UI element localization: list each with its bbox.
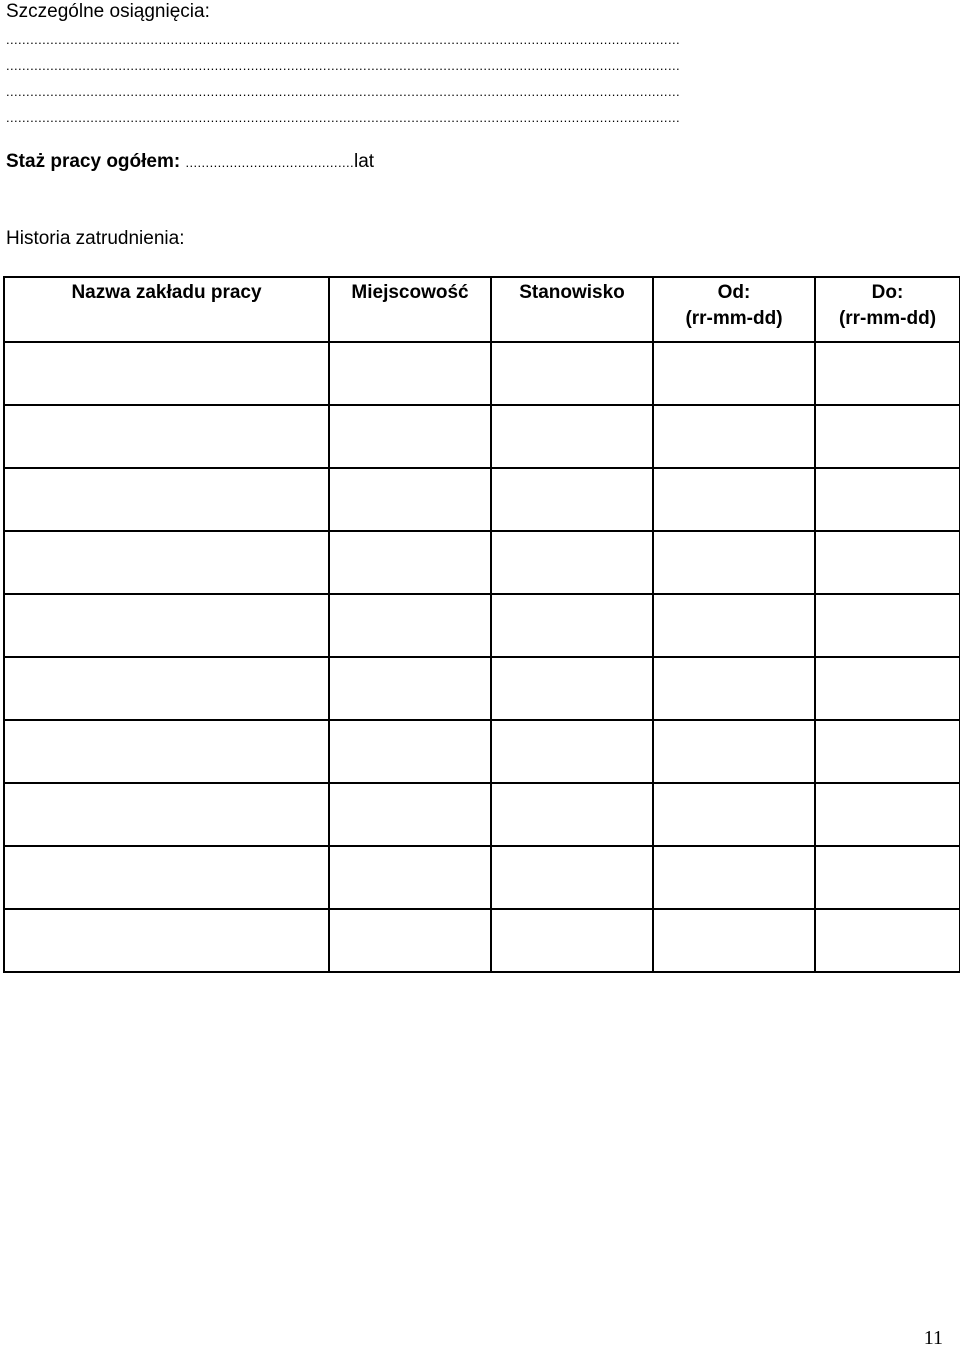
col-header-from-format: (rr-mm-dd)	[685, 308, 783, 329]
col-header-to-format: (rr-mm-dd)	[838, 308, 937, 329]
table-cell[interactable]	[4, 783, 329, 846]
achievements-line-3[interactable]: ........................................................................................................................................................................	[6, 84, 680, 99]
table-cell[interactable]	[4, 909, 329, 972]
seniority-unit: lat	[354, 151, 375, 172]
table-cell[interactable]	[815, 720, 960, 783]
table-row	[4, 405, 960, 468]
table-row	[4, 594, 960, 657]
table-cell[interactable]	[653, 783, 815, 846]
achievements-line-2[interactable]: ........................................................................................................................................................................	[6, 58, 680, 73]
table-cell[interactable]	[329, 531, 491, 594]
table-cell[interactable]	[329, 657, 491, 720]
table-cell[interactable]	[4, 720, 329, 783]
table-cell[interactable]	[653, 594, 815, 657]
achievements-label: Szczególne osiągnięcia:	[6, 1, 210, 22]
table-cell[interactable]	[4, 468, 329, 531]
col-header-location-text: Miejscowość	[351, 282, 469, 303]
table-row	[4, 657, 960, 720]
table-cell[interactable]	[491, 342, 653, 405]
table-row	[4, 909, 960, 972]
table-cell[interactable]	[815, 468, 960, 531]
table-cell[interactable]	[4, 405, 329, 468]
table-cell[interactable]	[329, 720, 491, 783]
table-cell[interactable]	[491, 720, 653, 783]
table-cell[interactable]	[4, 657, 329, 720]
col-header-location	[329, 277, 491, 342]
table-cell[interactable]	[329, 909, 491, 972]
table-cell[interactable]	[815, 657, 960, 720]
col-header-position-text: Stanowisko	[519, 282, 625, 303]
table-cell[interactable]	[653, 405, 815, 468]
table-cell[interactable]	[491, 531, 653, 594]
table-cell[interactable]	[653, 846, 815, 909]
table-cell[interactable]	[815, 846, 960, 909]
table-cell[interactable]	[329, 405, 491, 468]
table-cell[interactable]	[653, 342, 815, 405]
col-header-to	[815, 277, 960, 342]
table-header-row	[4, 277, 960, 342]
table-cell[interactable]	[815, 342, 960, 405]
col-header-to-text: Do:	[871, 282, 904, 303]
table-cell[interactable]	[491, 405, 653, 468]
table-row	[4, 720, 960, 783]
table-cell[interactable]	[329, 468, 491, 531]
table-cell[interactable]	[491, 657, 653, 720]
col-header-position	[491, 277, 653, 342]
table-row	[4, 342, 960, 405]
table-cell[interactable]	[653, 720, 815, 783]
employment-history-table	[3, 276, 960, 973]
col-header-employer-text: Nazwa zakładu pracy	[71, 282, 262, 303]
table-cell[interactable]	[4, 531, 329, 594]
table-cell[interactable]	[491, 594, 653, 657]
table-cell[interactable]	[653, 468, 815, 531]
table-cell[interactable]	[491, 783, 653, 846]
table-cell[interactable]	[653, 909, 815, 972]
table-cell[interactable]	[815, 594, 960, 657]
table-cell[interactable]	[329, 594, 491, 657]
seniority-blank[interactable]: ..........................................	[185, 155, 354, 170]
table-cell[interactable]	[491, 846, 653, 909]
history-label: Historia zatrudnienia:	[6, 228, 185, 249]
table-row	[4, 783, 960, 846]
table-cell[interactable]	[653, 657, 815, 720]
col-header-from-text: Od:	[717, 282, 751, 303]
table-cell[interactable]	[815, 783, 960, 846]
achievements-line-4[interactable]: ........................................................................................................................................................................	[6, 110, 680, 125]
table-cell[interactable]	[4, 846, 329, 909]
seniority-row	[6, 151, 374, 173]
achievements-line-1[interactable]: ........................................................................................................................................................................	[6, 32, 680, 47]
table-cell[interactable]	[329, 342, 491, 405]
seniority-label: Staż pracy ogółem:	[6, 151, 181, 172]
table-cell[interactable]	[815, 405, 960, 468]
table-cell[interactable]	[491, 468, 653, 531]
table-cell[interactable]	[815, 909, 960, 972]
table-row	[4, 468, 960, 531]
table-cell[interactable]	[329, 846, 491, 909]
table-cell[interactable]	[653, 531, 815, 594]
col-header-employer	[4, 277, 329, 342]
col-header-from	[653, 277, 815, 342]
table-row	[4, 531, 960, 594]
table-cell[interactable]	[815, 531, 960, 594]
table-cell[interactable]	[4, 342, 329, 405]
table-cell[interactable]	[329, 783, 491, 846]
table-cell[interactable]	[491, 909, 653, 972]
table-cell[interactable]	[4, 594, 329, 657]
page-number: 11	[923, 1327, 943, 1349]
table-body	[4, 342, 960, 972]
table-row	[4, 846, 960, 909]
